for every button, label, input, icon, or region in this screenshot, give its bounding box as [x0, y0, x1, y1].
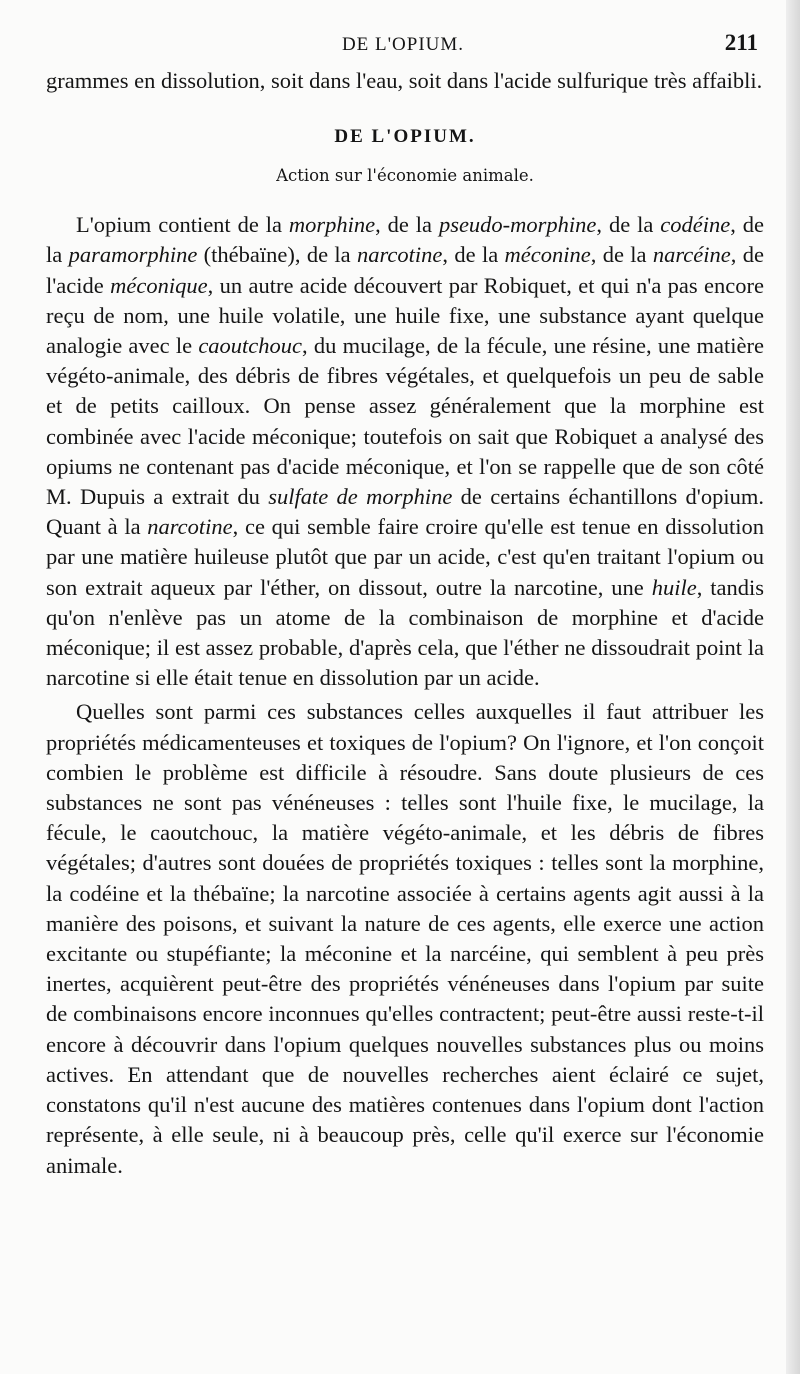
text-run: L'opium contient de la — [76, 212, 289, 238]
italic-term: méconine — [504, 242, 591, 268]
text-run: (thébaïne), de la — [197, 242, 358, 268]
italic-term: narcéine — [652, 242, 731, 268]
text-run: , de la — [442, 242, 505, 268]
section-subtitle: Action sur l'économie animale. — [276, 166, 534, 186]
italic-term: codéine — [660, 212, 731, 238]
page-number: 211 — [724, 30, 758, 55]
paragraph-toxicity: Quelles sont parmi ces substances celles auxquelles il faut attribuer les propriétés médicamenteuses et toxiques de l'opium? On l'ignore, et l'on conçoit combien le problème est difficile à résoudre. Sans doute plusieurs de ces substances ne sont pas vénéneuses : telles sont l'huile fixe, le mucilage, la fécule, le caoutchouc, la matière végéto-animale, et les débris de fibres végétales; d'autres sont douées de propriétés toxiques : telles sont la morphine, la codéine et la thébaïne; la narcotine associée à certains agents agit aussi à la manière des poisons, et suivant la nature de ces agents, elle exerce une action excitante ou stupéfiante; la méconine et la narcéine, qui semblent à peu près inertes, acquièrent peut-être des propriétés vénéneuses dans l'opium par suite de combinaisons encore inconnues qu'elles contractent; peut-être aussi reste-t-il encore à découvrir dans l'opium quelques nouvelles substances plus ou moins actives. En attendant que de nouvelles recherches aient éclairé ce sujet, constatons qu'il n'est aucune des matières contenues dans l'opium dont l'action représente, à elle seule, ni à beaucoup près, celle qu'il exerce sur l'économie animale. — [46, 699, 764, 1178]
italic-term: sulfate de morphine — [268, 484, 453, 510]
italic-term: huile — [651, 574, 697, 600]
italic-term: paramorphine — [68, 242, 198, 268]
text-run: , tandis qu'on n'enlève pas un atome de la combinaison de morphine et d'acide méconique; il est assez probable, d'après cela, que l'éther ne dissoudrait point la narcotine si elle était tenue en dissolution par un acide. — [46, 574, 764, 691]
text-run: , de la — [596, 212, 661, 238]
section-title: DE L'OPIUM. — [334, 126, 476, 148]
text-run: , de la — [375, 212, 439, 238]
text-run: , de l'acide — [46, 242, 764, 298]
text-run: , de la — [46, 212, 764, 268]
italic-term: morphine — [288, 212, 376, 238]
italic-term: narcotine — [357, 242, 443, 268]
paragraph-composition — [46, 210, 764, 693]
text-run: , ce qui semble faire croire qu'elle est tenue en dissolution par une matière huileuse plutôt que par un acide, c'est qu'en traitant l'opium ou son extrait aqueux par l'éther, on dissout, outre la narcotine, une — [46, 514, 764, 600]
intro-paragraph: grammes en dissolution, soit dans l'eau, soit dans l'acide sulfurique très affaibli. — [46, 68, 763, 93]
italic-term: caoutchouc — [198, 333, 303, 359]
italic-term: pseudo-morphine — [438, 212, 597, 238]
page-content — [46, 66, 764, 1181]
running-head: DE L'OPIUM. — [341, 34, 465, 55]
page-edge — [786, 0, 800, 1374]
italic-term: méconique — [110, 272, 208, 298]
text-run: , du mucilage, de la fécule, une résine, une matière végéto-animale, des débris de fibres végétales, et quelquefois un peu de sable et de petits cailloux. On pense assez généralement que la morphine est combinée avec l'acide méconique; toutefois on sait que Robiquet a analysé des opiums ne contenant pas d'acide méconique, et l'on se rappelle que de son côté M. Dupuis a extrait du — [46, 333, 764, 510]
text-run: , de la — [590, 242, 653, 268]
italic-term: narcotine — [147, 514, 233, 540]
page-header — [46, 30, 760, 60]
text-run: , un autre acide découvert par Robiquet, et qui n'a pas encore reçu de nom, une huile volatile, une huile fixe, une substance ayant quelque analogie avec le — [46, 272, 764, 359]
text-run: de certains échantillons d'opium. Quant à la — [46, 484, 764, 540]
